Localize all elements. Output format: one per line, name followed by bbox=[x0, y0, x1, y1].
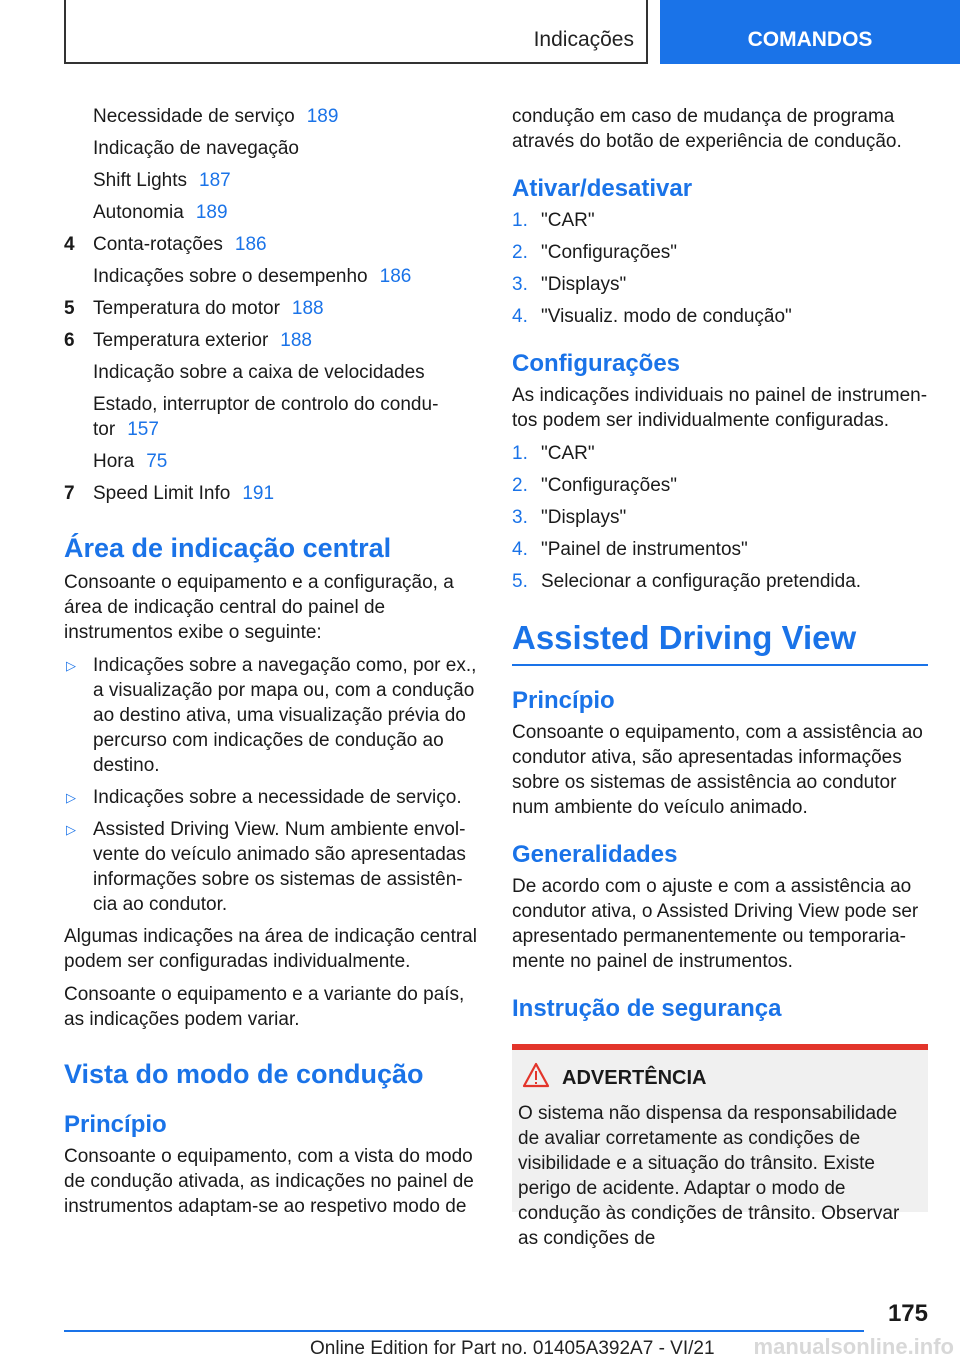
bullet-item bbox=[64, 785, 480, 810]
page-reference-link[interactable]: 188 bbox=[280, 330, 312, 351]
page-reference-link[interactable]: 188 bbox=[291, 298, 324, 319]
step-number: 4. bbox=[512, 539, 528, 560]
warning-title bbox=[562, 1066, 922, 1091]
item-label: Shift Lights bbox=[93, 170, 187, 191]
step-text: "CAR" bbox=[541, 210, 595, 231]
step-text: "CAR" bbox=[541, 443, 595, 464]
step-item bbox=[512, 505, 928, 530]
step-item bbox=[512, 537, 928, 562]
page-reference-link[interactable]: 191 bbox=[242, 483, 275, 504]
adv-principle-text: Consoante o equipamento, com a assistência ao condutor ativa, são apresentadas informações sobre os sistemas de assistência ao condutor num ambiente do veículo animado. bbox=[512, 722, 923, 818]
item-label: Temperatura do motor bbox=[93, 298, 280, 319]
paragraph: Consoante o equipamento e a variante do país, as indicações podem variar. bbox=[64, 984, 465, 1030]
step-item bbox=[512, 240, 928, 265]
item-label: Indicação de navegação bbox=[93, 138, 299, 159]
legend-item bbox=[64, 481, 480, 506]
page-reference-link[interactable]: 157 bbox=[127, 419, 159, 440]
step-item bbox=[512, 272, 928, 297]
page-reference-link[interactable]: 75 bbox=[146, 451, 168, 472]
step-item bbox=[512, 473, 928, 498]
item-label: Hora bbox=[93, 451, 135, 472]
item-label: Necessidade de serviço bbox=[93, 106, 295, 127]
bullet-item bbox=[64, 817, 480, 917]
step-number: 1. bbox=[512, 210, 528, 231]
page-reference-link[interactable]: 189 bbox=[306, 106, 339, 127]
item-label: Indicação sobre a caixa de velocidades bbox=[93, 362, 425, 383]
legend-item bbox=[64, 168, 480, 193]
step-number: 3. bbox=[512, 274, 528, 295]
warning-title-text: ADVERTÊNCIA bbox=[562, 1067, 707, 1089]
footer-divider bbox=[64, 1330, 864, 1332]
page-reference-link[interactable]: 187 bbox=[199, 170, 231, 191]
step-text: Selecionar a configuração pretendida. bbox=[541, 571, 862, 592]
right-column bbox=[512, 104, 928, 1249]
triangle-bullet-icon: ▷ bbox=[66, 658, 76, 673]
step-text: "Painel de instrumentos" bbox=[541, 539, 748, 560]
config-steps bbox=[512, 441, 928, 594]
step-item bbox=[512, 441, 928, 466]
step-item bbox=[512, 569, 928, 594]
warning-text: O sistema não dispensa da responsabilidade de avaliar corretamente as condições de visibilidade e a situação do trânsito. Existe perigo de acidente. Adaptar o modo de condução às condições de trânsito. Observar as condições de bbox=[518, 1103, 900, 1249]
warning-box bbox=[512, 1044, 928, 1249]
triangle-bullet-icon: ▷ bbox=[66, 822, 76, 837]
item-label: Indicações sobre o desempenho bbox=[93, 266, 368, 287]
step-number: 5. bbox=[512, 571, 528, 592]
step-item bbox=[512, 304, 928, 329]
step-text: "Configurações" bbox=[541, 475, 678, 496]
chapter-tab[interactable]: COMANDOS bbox=[660, 0, 960, 64]
continued-text: condução em caso de mudança de programa através do botão de experiência de condução. bbox=[512, 106, 902, 152]
legend-item bbox=[64, 392, 480, 442]
central-heading: Área de indicação central bbox=[64, 533, 392, 563]
item-label: Estado, interruptor de controlo do condutor bbox=[93, 394, 439, 440]
general-heading: Generalidades bbox=[512, 841, 678, 868]
step-text: "Displays" bbox=[541, 274, 627, 295]
item-number: 4 bbox=[64, 234, 75, 255]
item-label: Speed Limit Info bbox=[93, 483, 231, 504]
central-intro: Consoante o equipamento e a configuração, a área de indicação central do painel de instrumentos exibe o seguinte: bbox=[64, 572, 454, 643]
drive-mode-heading: Vista do modo de condução bbox=[64, 1059, 424, 1089]
item-label: Autonomia bbox=[93, 202, 184, 223]
page-reference-link[interactable]: 186 bbox=[379, 266, 412, 287]
step-text: "Configurações" bbox=[541, 242, 678, 263]
legend-item bbox=[64, 296, 480, 321]
assisted-driving-heading: Assisted Driving View bbox=[512, 618, 928, 666]
legend-item bbox=[64, 328, 480, 353]
bullet-text: Indicações sobre a navegação como, por ex., a visualização por mapa ou, com a condução ao destino ativa, uma visualização prévia do percurso com indicações de condução ao destino. bbox=[93, 655, 477, 776]
step-number: 1. bbox=[512, 443, 528, 464]
principle-text: Consoante o equipamento, com a vista do modo de condução ativada, as indicações no painel de instrumentos adaptam-se ao respetivo modo de bbox=[64, 1146, 474, 1217]
legend-item bbox=[64, 360, 480, 385]
paragraph: Algumas indicações na área de indicação central podem ser configuradas individualmente. bbox=[64, 926, 477, 972]
config-heading: Configurações bbox=[512, 350, 681, 377]
legend-item bbox=[64, 136, 480, 161]
page-number: 175 bbox=[887, 1300, 928, 1327]
activate-steps bbox=[512, 208, 928, 329]
step-number: 3. bbox=[512, 507, 528, 528]
item-number: 7 bbox=[64, 483, 75, 504]
item-label: Conta-rotações bbox=[93, 234, 223, 255]
item-number: 6 bbox=[64, 330, 75, 351]
item-number: 5 bbox=[64, 298, 75, 319]
step-item bbox=[512, 208, 928, 233]
config-text: As indicações individuais no painel de instrumentos podem ser individualmente configuradas. bbox=[512, 385, 928, 431]
general-text: De acordo com o ajuste e com a assistência ao condutor ativa, o Assisted Driving View pode ser apresentado permanentemente ou temporariamente no painel de instrumentos. bbox=[512, 876, 919, 972]
step-text: "Visualiz. modo de condução" bbox=[541, 306, 792, 327]
bullet-text: Assisted Driving View. Num ambiente envolvente do veículo animado são apresentadas informações sobre os sistemas de assistência ao condutor. bbox=[93, 819, 466, 915]
step-number: 4. bbox=[512, 306, 528, 327]
warning-triangle-icon bbox=[522, 1062, 550, 1088]
triangle-bullet-icon: ▷ bbox=[66, 790, 76, 805]
step-number: 2. bbox=[512, 475, 528, 496]
legend-item bbox=[64, 264, 480, 289]
page-reference-link[interactable]: 189 bbox=[195, 202, 228, 223]
watermark: manualsonline.info bbox=[753, 1334, 954, 1359]
legend-item bbox=[64, 449, 480, 474]
step-text: "Displays" bbox=[541, 507, 627, 528]
legend-list bbox=[64, 104, 480, 506]
safety-heading: Instrução de segurança bbox=[512, 995, 782, 1022]
legend-item bbox=[64, 200, 480, 225]
principle-heading: Princípio bbox=[64, 1111, 167, 1138]
legend-item bbox=[64, 104, 480, 129]
bullet-text: Indicações sobre a necessidade de serviço. bbox=[93, 787, 462, 808]
legend-item bbox=[64, 232, 480, 257]
activate-heading: Ativar/desativar bbox=[512, 175, 693, 202]
bullet-list bbox=[64, 653, 480, 917]
section-title: Indicações bbox=[533, 28, 634, 51]
adv-principle-heading: Princípio bbox=[512, 687, 615, 714]
edition-text: Online Edition for Part no. 01405A392A7 - VI/21 bbox=[310, 1338, 715, 1359]
page-reference-link[interactable]: 186 bbox=[234, 234, 267, 255]
step-number: 2. bbox=[512, 242, 528, 263]
item-label: Temperatura exterior bbox=[93, 330, 269, 351]
bullet-item bbox=[64, 653, 480, 778]
left-column bbox=[64, 104, 480, 1227]
